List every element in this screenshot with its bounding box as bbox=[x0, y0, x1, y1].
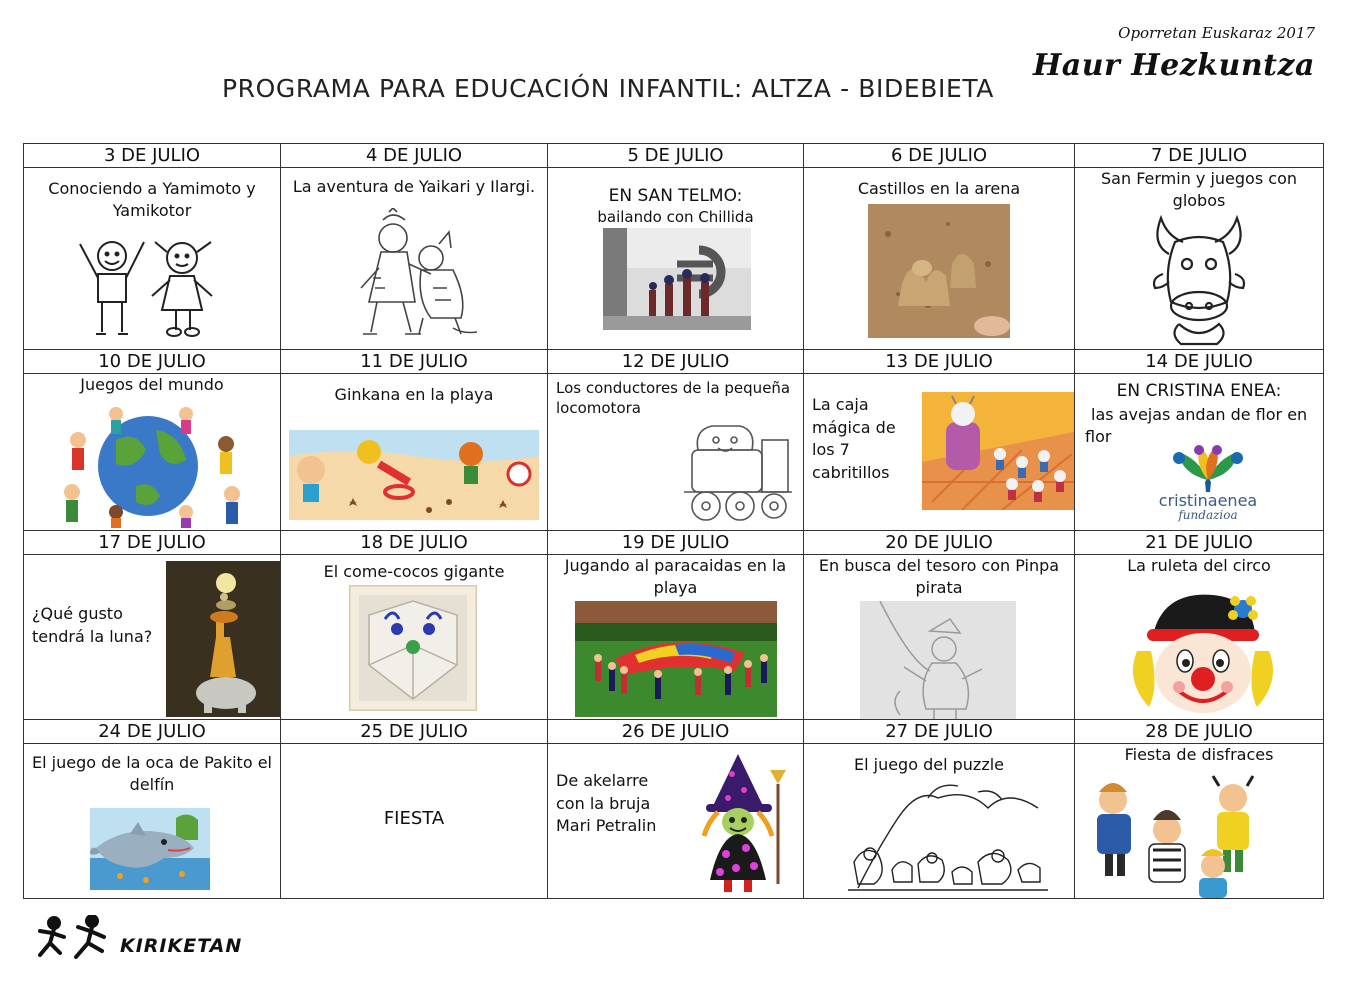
activity-text: las avejas andan de flor en flor bbox=[1085, 405, 1308, 446]
activity-cell bbox=[24, 555, 281, 720]
animals-drawing-icon bbox=[848, 778, 1048, 896]
date-cell: 6 DE JULIO bbox=[804, 144, 1075, 168]
activity-cell bbox=[281, 744, 548, 899]
activity-cell bbox=[1075, 374, 1324, 531]
activity-text: El come-cocos gigante bbox=[323, 562, 505, 581]
date-cell: 28 DE JULIO bbox=[1075, 720, 1324, 744]
schedule-table bbox=[23, 143, 1324, 899]
clown-face-icon bbox=[1123, 589, 1283, 717]
date-cell: 24 DE JULIO bbox=[24, 720, 281, 744]
activity-cell bbox=[804, 744, 1075, 899]
activity-text: El juego del puzzle bbox=[853, 755, 1004, 774]
activity-text: La ruleta del circo bbox=[1127, 556, 1271, 575]
program-level-label: Haur Hezkuntza bbox=[1032, 48, 1315, 83]
activity-text: Los conductores de la pequeña locomotora bbox=[556, 379, 791, 417]
activity-cell bbox=[548, 374, 804, 531]
activity-text: ¿Qué gusto tendrá la luna? bbox=[32, 604, 153, 646]
corner-label bbox=[1033, 24, 1315, 83]
witch-icon bbox=[688, 754, 794, 896]
activity-text: Juegos del mundo bbox=[80, 375, 224, 394]
activity-cell bbox=[804, 555, 1075, 720]
costume-kids-icon bbox=[1083, 770, 1273, 899]
program-year-label: Oporretan Euskaraz 2017 bbox=[1118, 24, 1315, 42]
paper-fortune-teller-icon bbox=[349, 585, 477, 711]
activity-cell bbox=[24, 168, 281, 350]
date-cell: 11 DE JULIO bbox=[281, 350, 548, 374]
running-figures-icon bbox=[36, 915, 116, 965]
sand-castle-photo-icon bbox=[868, 204, 1010, 338]
page-title: PROGRAMA PARA EDUCACIÓN INFANTIL: ALTZA - BIDEBIETA bbox=[222, 74, 995, 103]
date-cell: 27 DE JULIO bbox=[804, 720, 1075, 744]
date-cell: 3 DE JULIO bbox=[24, 144, 281, 168]
activity-text: Jugando al paracaidas en la playa bbox=[564, 556, 787, 597]
pirate-drawing-icon bbox=[860, 601, 1016, 719]
date-cell: 14 DE JULIO bbox=[1075, 350, 1324, 374]
activity-cell bbox=[804, 374, 1075, 531]
logo-text: KIRIKETAN bbox=[120, 935, 243, 957]
date-cell: 10 DE JULIO bbox=[24, 350, 281, 374]
bull-drawing-icon bbox=[1149, 214, 1249, 346]
date-cell: 7 DE JULIO bbox=[1075, 144, 1324, 168]
dolphin-icon bbox=[90, 808, 210, 890]
beach-kids-icon bbox=[289, 430, 539, 520]
animal-tower-icon bbox=[166, 561, 280, 717]
activity-cell bbox=[281, 374, 548, 531]
activity-text: La aventura de Yaikari y Ilargi. bbox=[292, 177, 536, 196]
activity-cell bbox=[548, 744, 804, 899]
activity-text: Castillos en la arena bbox=[857, 179, 1021, 198]
date-cell: 12 DE JULIO bbox=[548, 350, 804, 374]
activity-cell bbox=[1075, 555, 1324, 720]
activity-text: De akelarre con la bruja Mari Petralin bbox=[556, 771, 657, 835]
date-cell: 26 DE JULIO bbox=[548, 720, 804, 744]
activity-cell bbox=[548, 168, 804, 350]
kiriketan-logo bbox=[36, 915, 243, 965]
activity-cell bbox=[281, 168, 548, 350]
date-cell: 13 DE JULIO bbox=[804, 350, 1075, 374]
activity-text: El juego de la oca de Pakito el delfín bbox=[32, 753, 272, 794]
activity-text: En busca del tesoro con Pinpa pirata bbox=[818, 556, 1060, 597]
activity-text: Fiesta de disfraces bbox=[1124, 745, 1274, 764]
activity-text: FIESTA bbox=[383, 808, 445, 829]
activity-cell bbox=[24, 744, 281, 899]
activity-cell bbox=[548, 555, 804, 720]
date-cell: 5 DE JULIO bbox=[548, 144, 804, 168]
date-cell: 18 DE JULIO bbox=[281, 531, 548, 555]
date-cell: 21 DE JULIO bbox=[1075, 531, 1324, 555]
world-children-icon bbox=[56, 400, 250, 528]
activity-text: Ginkana en la playa bbox=[334, 385, 494, 404]
cristinaenea-logo-name: cristinaenea bbox=[1158, 491, 1258, 510]
activity-text: La caja mágica de los 7 cabritillos bbox=[812, 395, 896, 482]
date-cell: 4 DE JULIO bbox=[281, 144, 548, 168]
activity-text: San Fermin y juegos con globos bbox=[1101, 169, 1297, 210]
natives-drawing-icon bbox=[343, 208, 483, 342]
activity-cell bbox=[24, 374, 281, 531]
activity-cell bbox=[1075, 168, 1324, 350]
activity-text: Conociendo a Yamimoto y Yamikotor bbox=[48, 179, 256, 220]
date-cell: 19 DE JULIO bbox=[548, 531, 804, 555]
activity-cell bbox=[804, 168, 1075, 350]
train-drawing-icon bbox=[680, 420, 794, 526]
museum-photo-icon bbox=[603, 228, 751, 330]
activity-cell bbox=[1075, 744, 1324, 899]
parachute-photo-icon bbox=[575, 601, 777, 717]
activity-heading: EN CRISTINA ENEA: bbox=[1116, 381, 1282, 401]
activity-heading: EN SAN TELMO: bbox=[608, 186, 743, 206]
activity-text: bailando con Chillida bbox=[597, 208, 754, 226]
children-drawing-icon bbox=[74, 234, 224, 338]
date-cell: 17 DE JULIO bbox=[24, 531, 281, 555]
date-cell: 25 DE JULIO bbox=[281, 720, 548, 744]
cristinaenea-logo-sub: fundazioa bbox=[1178, 508, 1238, 522]
activity-cell bbox=[281, 555, 548, 720]
date-cell: 20 DE JULIO bbox=[804, 531, 1075, 555]
goats-illustration-icon bbox=[922, 392, 1074, 510]
